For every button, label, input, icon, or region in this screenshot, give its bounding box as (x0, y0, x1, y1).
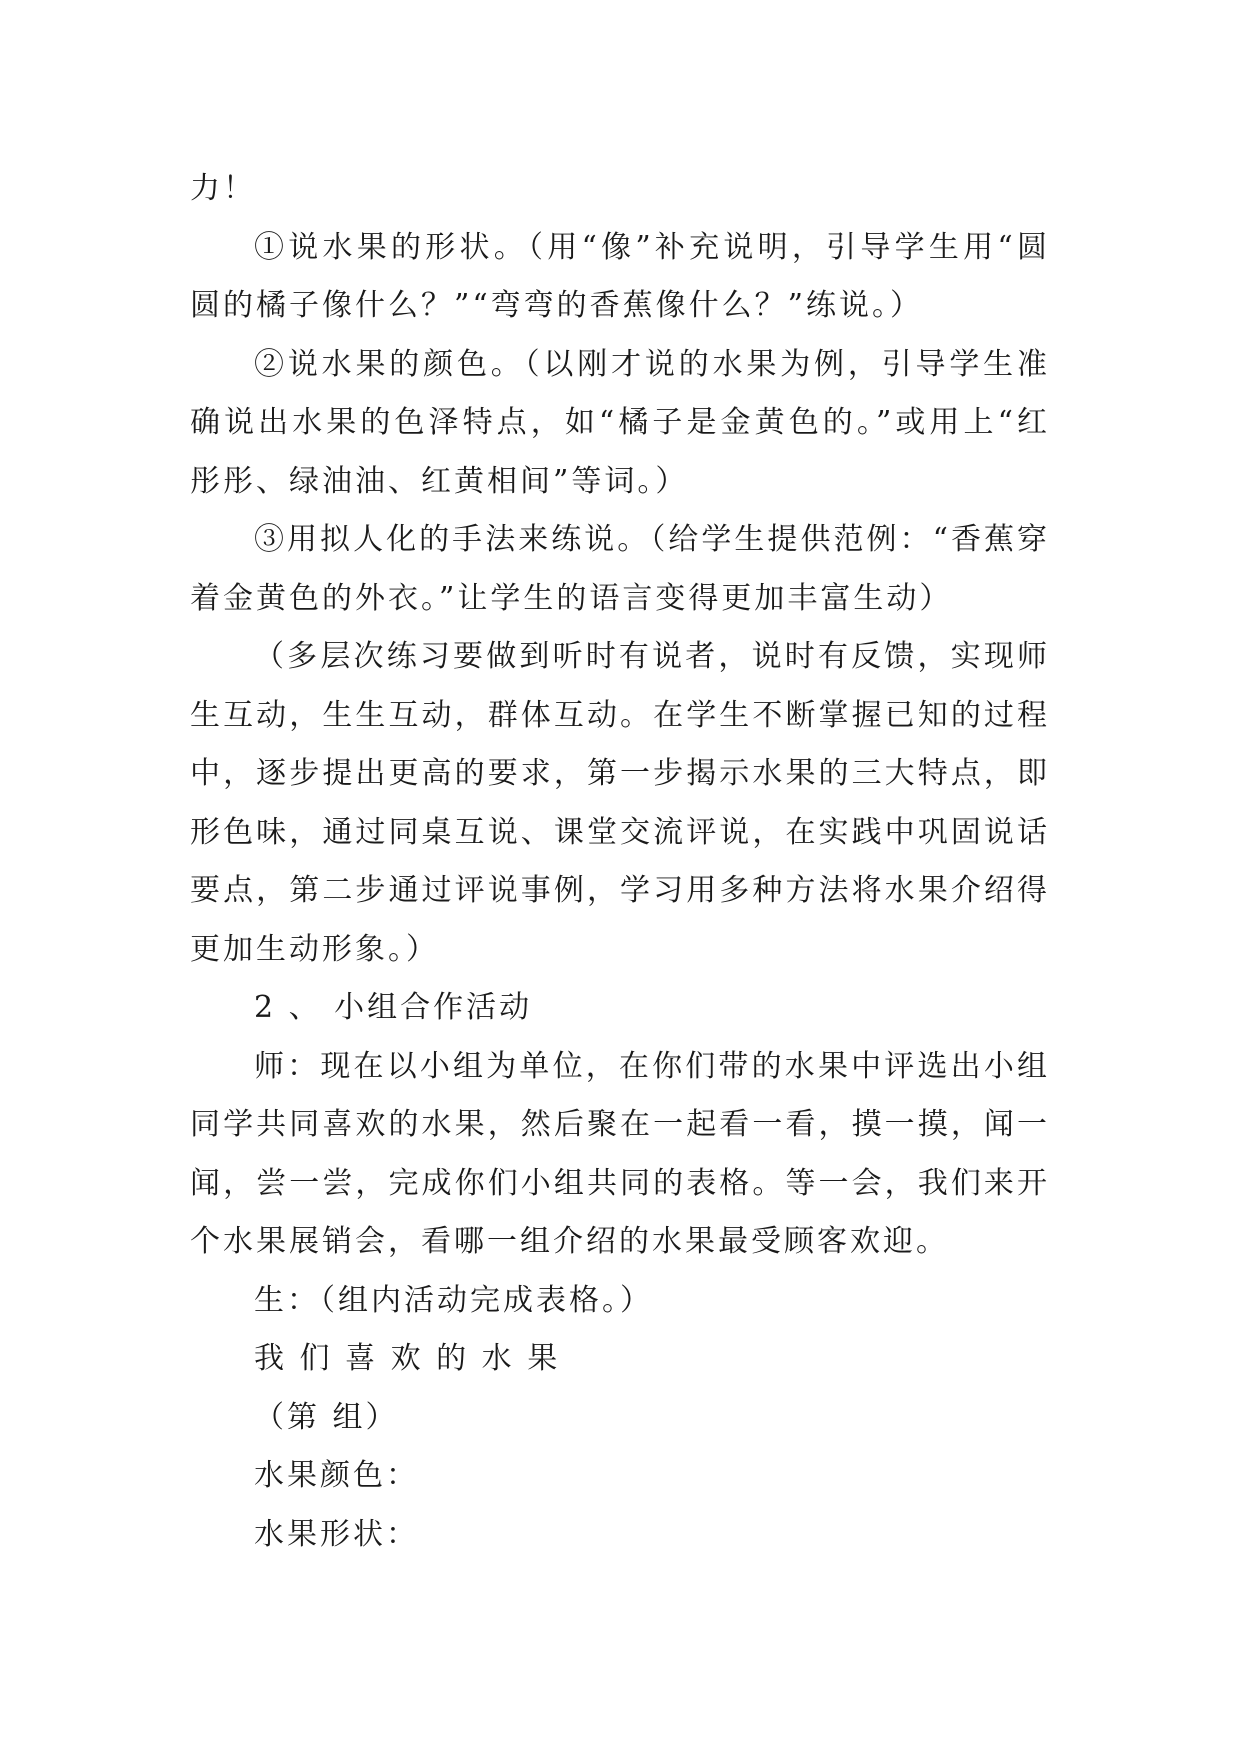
paragraph-teacher: 师：现在以小组为单位，在你们带的水果中评选出小组同学共同喜欢的水果，然后聚在一起看一看，摸一摸，闻一闻，尝一尝，完成你们小组共同的表格。等一会，我们来开个水果展销会，看哪一组介绍的水果最受顾客欢迎。 (190, 1048, 1050, 1259)
paragraph-practice-note: （多层次练习要做到听时有说者，说时有反馈，实现师生互动，生生互动，群体互动。在学生不断掌握已知的过程中，逐步提出更高的要求，第一步揭示水果的三大特点，即形色味，通过同桌互说、课堂交流评说，在实践中巩固说话要点，第二步通过评说事例，学习用多种方法将水果介绍得更加生动形象。） (190, 639, 1050, 967)
paragraph-personification: ③用拟人化的手法来练说。（给学生提供范例：“香蕉穿着金黄色的外衣。”让学生的语言变得更加丰富生动） (190, 522, 1050, 616)
form-field-color: 水果颜色： (254, 1458, 419, 1493)
document-page (190, 160, 1050, 1564)
form-group-label: （第 组） (254, 1399, 399, 1435)
section-heading-group-activity: 2 、 小组合作活动 (254, 990, 533, 1025)
form-field-shape: 水果形状： (254, 1516, 419, 1552)
paragraph-color: ②说水果的颜色。（以刚才说的水果为例，引导学生准确说出水果的色泽特点，如“橘子是金黄色的。”或用上“红彤彤、绿油油、红黄相间”等词。） (190, 346, 1050, 499)
form-title: 我 们 喜 欢 的 水 果 (254, 1341, 561, 1376)
paragraph-shape: ①说水果的形状。（用“像”补充说明，引导学生用“圆圆的橘子像什么？”“弯弯的香蕉像什么？”练说。） (190, 229, 1050, 323)
paragraph-student: 生：（组内活动完成表格。） (254, 1282, 653, 1318)
paragraph-continuation: 力！ (190, 171, 256, 206)
